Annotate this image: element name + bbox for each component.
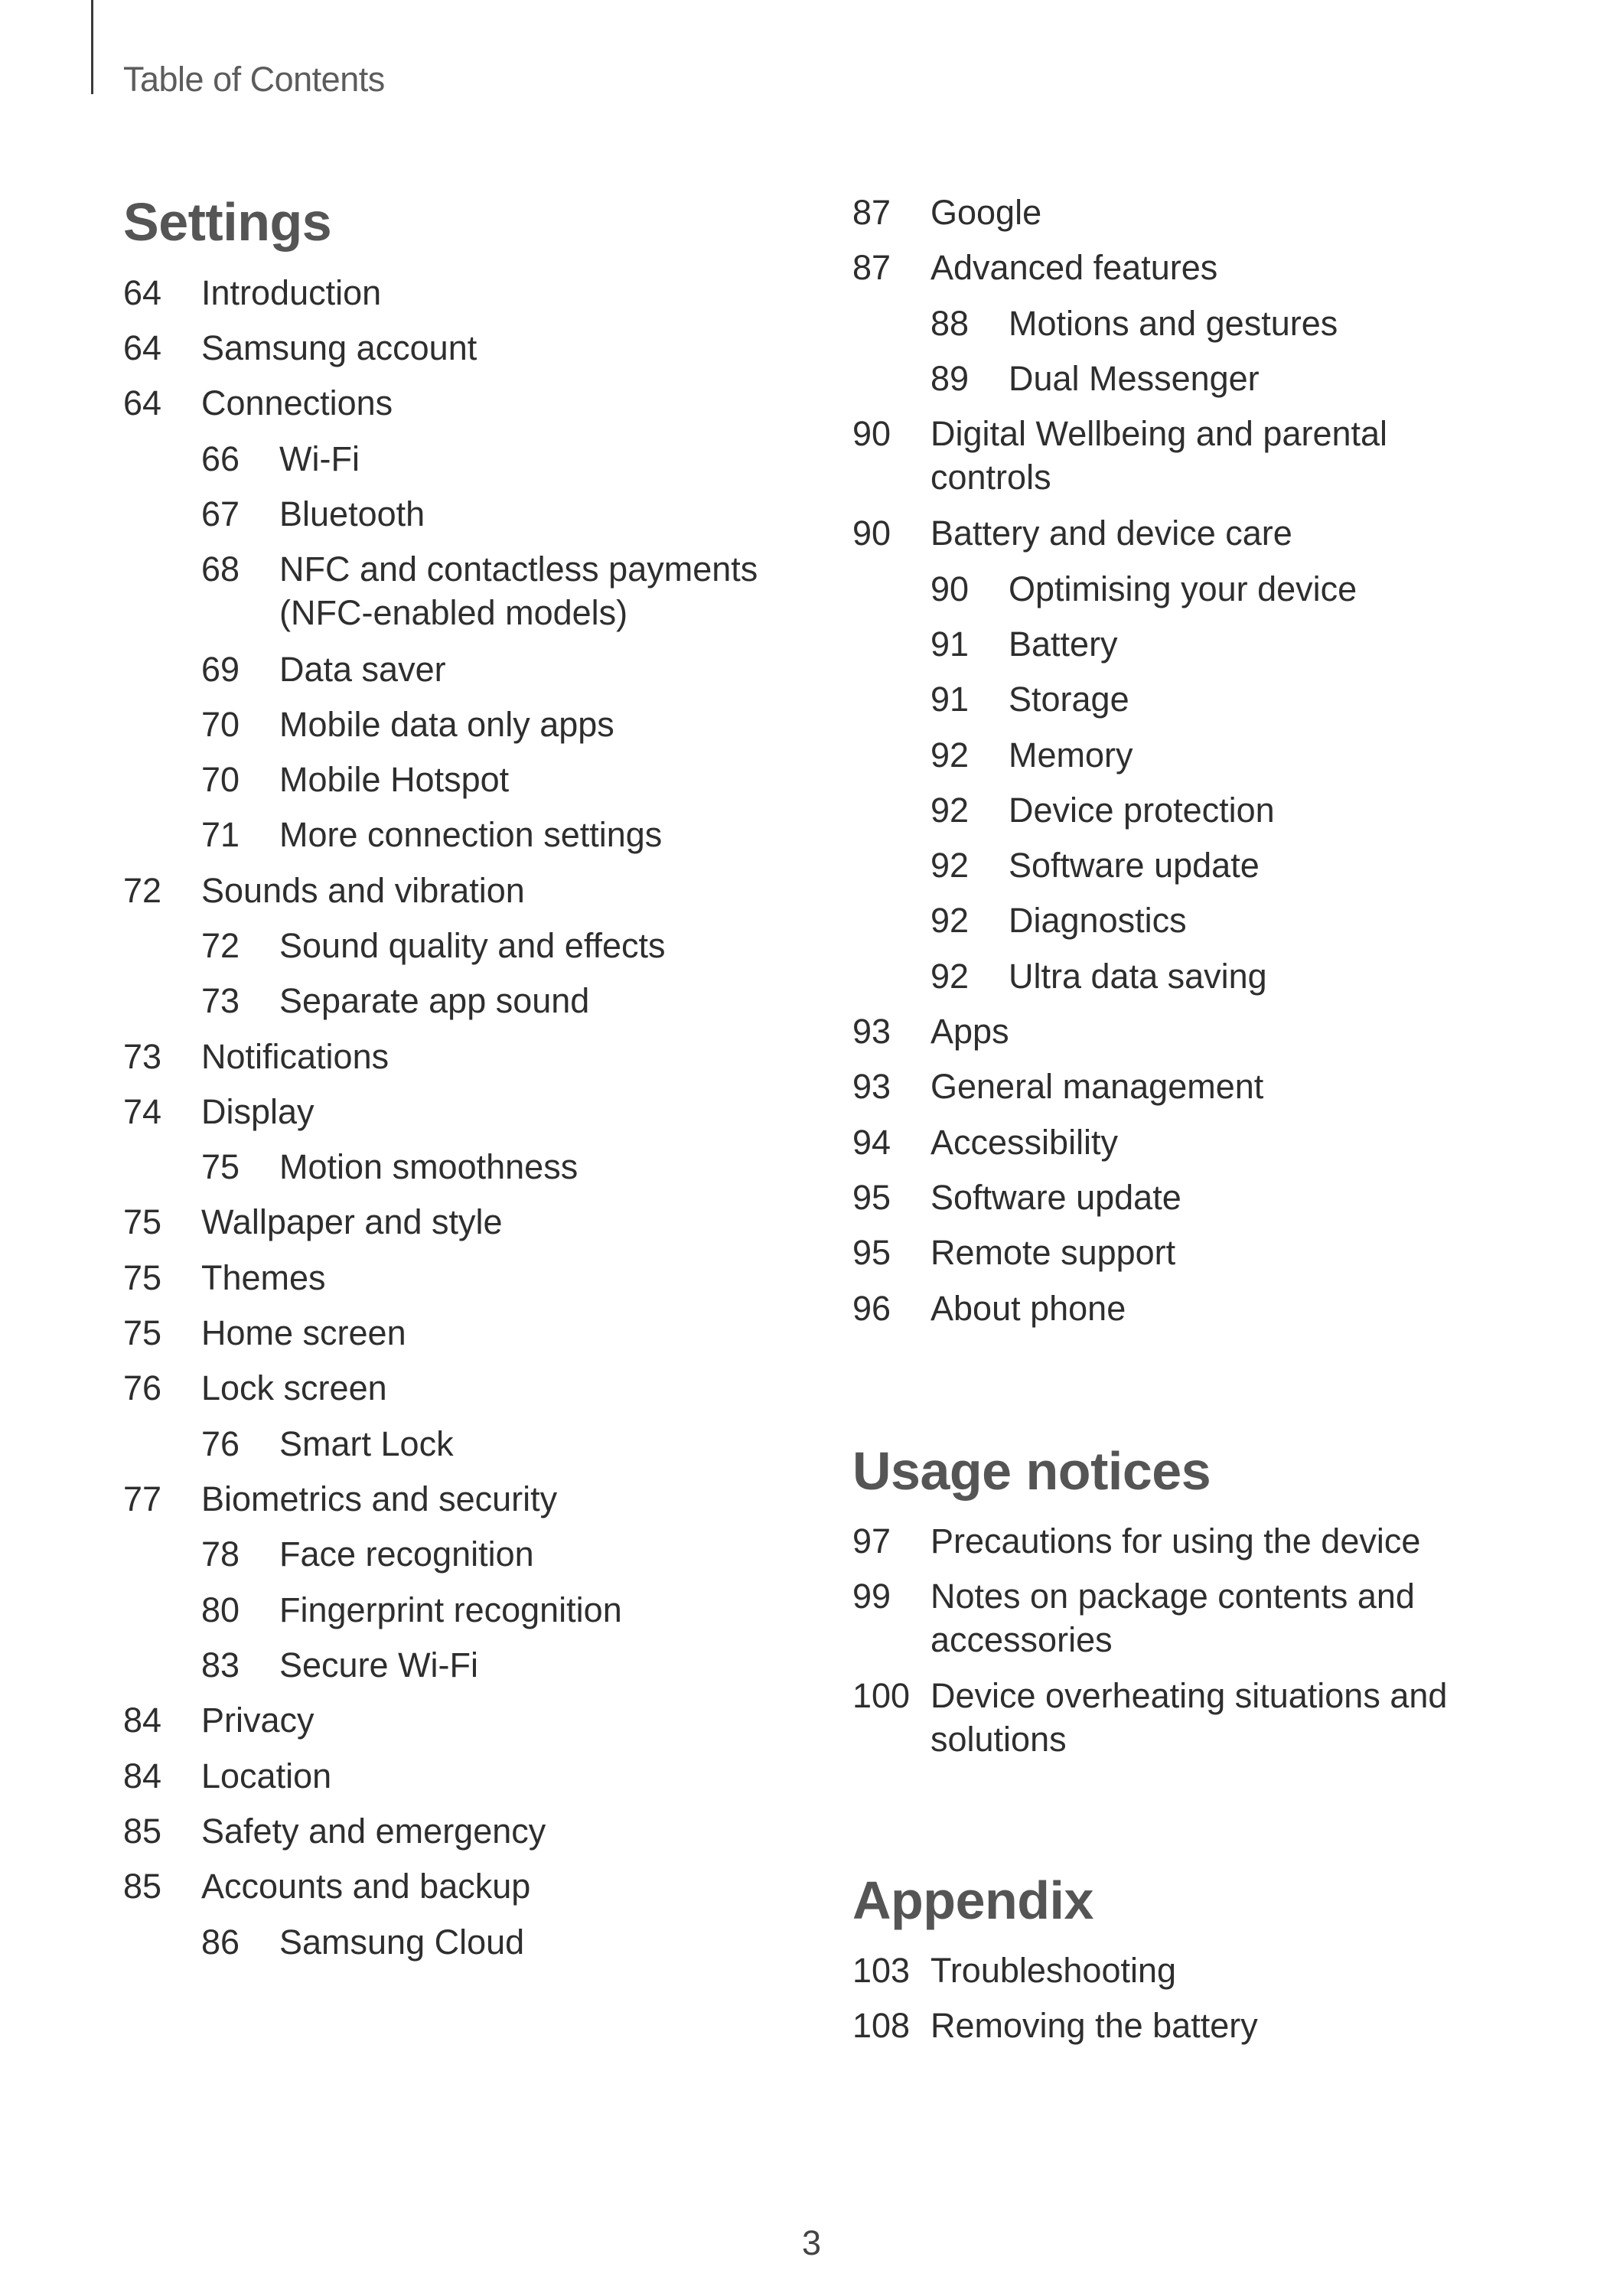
toc-entry-label: Home screen — [201, 1313, 406, 1352]
toc-page-number: 86 — [201, 1923, 240, 1962]
toc-page-number: 66 — [201, 439, 240, 478]
toc-page-number: 95 — [852, 1178, 891, 1217]
toc-page-number: 67 — [201, 494, 240, 533]
toc-entry-label: Display — [201, 1092, 314, 1131]
toc-entry-label: Data saver — [279, 650, 446, 689]
toc-entry-label: Motion smoothness — [279, 1147, 578, 1186]
toc-entry-label: Dual Messenger — [1009, 359, 1260, 398]
toc-entry-label: Smart Lock — [279, 1424, 454, 1463]
toc-page-number: 92 — [930, 735, 970, 775]
toc-page-number: 94 — [852, 1123, 891, 1162]
toc-page-number: 84 — [123, 1701, 162, 1740]
toc-entry-label: Troubleshooting — [930, 1951, 1177, 1990]
toc-page-number: 89 — [930, 359, 970, 398]
toc-entry-label: Notifications — [201, 1037, 389, 1076]
toc-entry-label: Location — [201, 1756, 332, 1795]
toc-page-number: 83 — [201, 1645, 240, 1684]
toc-entry-label: Mobile data only apps — [279, 705, 614, 744]
toc-page-number: 74 — [123, 1092, 162, 1131]
toc-page-number: 85 — [123, 1812, 162, 1851]
toc-page-number: 99 — [852, 1577, 891, 1616]
toc-page-number: 97 — [852, 1521, 891, 1561]
toc-page-number: 70 — [201, 705, 240, 744]
toc-entry-label: About phone — [930, 1289, 1126, 1328]
toc-page-number: 78 — [201, 1534, 240, 1574]
toc-page-number: 90 — [852, 514, 891, 553]
toc-entry-label: General management — [930, 1067, 1264, 1106]
toc-page-number: 92 — [930, 791, 970, 830]
toc-entry-label-line2: solutions — [930, 1720, 1067, 1759]
toc-entry-label: Battery and device care — [930, 514, 1292, 553]
header-title: Table of Contents — [123, 60, 385, 99]
toc-entry-label: Mobile Hotspot — [279, 760, 510, 799]
toc-entry-label: Google — [930, 193, 1042, 232]
toc-entry-label-line2: controls — [930, 458, 1051, 497]
toc-page-number: 84 — [123, 1756, 162, 1795]
toc-entry-label: Fingerprint recognition — [279, 1590, 622, 1629]
toc-entry-label: Notes on package contents and — [930, 1577, 1415, 1616]
toc-entry-label-line2: accessories — [930, 1620, 1113, 1659]
toc-page-number: 92 — [930, 846, 970, 885]
toc-entry-label: Wallpaper and style — [201, 1202, 503, 1241]
toc-entry-label: Diagnostics — [1009, 901, 1187, 940]
toc-page-number: 93 — [852, 1067, 891, 1106]
toc-entry-label-line2: (NFC-enabled models) — [279, 593, 628, 632]
toc-entry-label: Accounts and backup — [201, 1867, 531, 1906]
toc-page-number: 77 — [123, 1479, 162, 1518]
toc-page-number: 80 — [201, 1590, 240, 1629]
toc-page-number: 95 — [852, 1233, 891, 1272]
toc-page-number: 88 — [930, 304, 970, 343]
toc-page-number: 91 — [930, 625, 970, 664]
toc-page-number: 100 — [852, 1676, 911, 1715]
toc-entry-label: Removing the battery — [930, 2006, 1258, 2045]
toc-entry-label: Wi-Fi — [279, 439, 360, 478]
toc-entry-label: Optimising your device — [1009, 569, 1357, 608]
toc-page-number: 64 — [123, 328, 162, 367]
toc-page-number: 64 — [123, 383, 162, 422]
toc-entry-label: Connections — [201, 383, 393, 422]
toc-entry-label: Software update — [930, 1178, 1181, 1217]
section-title-appendix: Appendix — [852, 1870, 1093, 1930]
toc-page-number: 92 — [930, 957, 970, 996]
page-number: 3 — [801, 2223, 822, 2262]
toc-entry-label: Themes — [201, 1258, 326, 1297]
toc-entry-label: Storage — [1009, 680, 1129, 719]
toc-entry-label: Introduction — [201, 273, 382, 312]
toc-page-number: 72 — [201, 926, 240, 965]
toc-page-number: 73 — [201, 981, 240, 1020]
toc-entry-label: Secure Wi-Fi — [279, 1645, 479, 1684]
toc-page-number: 85 — [123, 1867, 162, 1906]
header-rule — [91, 0, 93, 94]
toc-entry-label: Samsung Cloud — [279, 1923, 525, 1962]
toc-entry-label: More connection settings — [279, 815, 663, 854]
toc-entry-label: Safety and emergency — [201, 1812, 546, 1851]
toc-page-number: 93 — [852, 1012, 891, 1051]
toc-page-number: 71 — [201, 815, 240, 854]
toc-page-number: 70 — [201, 760, 240, 799]
toc-entry-label: Advanced features — [930, 248, 1218, 287]
toc-entry-label: Device overheating situations and — [930, 1676, 1448, 1715]
toc-page-number: 90 — [852, 414, 891, 453]
toc-page-number: 96 — [852, 1289, 891, 1328]
toc-entry-label: Ultra data saving — [1009, 957, 1267, 996]
toc-page-number: 75 — [201, 1147, 240, 1186]
toc-page-number: 103 — [852, 1951, 911, 1990]
toc-page-number: 76 — [201, 1424, 240, 1463]
toc-page-number: 87 — [852, 193, 891, 232]
toc-entry-label: Privacy — [201, 1701, 314, 1740]
toc-page-number: 73 — [123, 1037, 162, 1076]
toc-entry-label: Sounds and vibration — [201, 871, 525, 910]
toc-entry-label: Apps — [930, 1012, 1009, 1051]
toc-page-number: 108 — [852, 2006, 911, 2045]
toc-entry-label: Biometrics and security — [201, 1479, 558, 1518]
toc-entry-label: NFC and contactless payments — [279, 550, 758, 589]
toc-page-number: 69 — [201, 650, 240, 689]
toc-entry-label: Device protection — [1009, 791, 1275, 830]
section-title-settings: Settings — [123, 192, 332, 252]
toc-entry-label: Digital Wellbeing and parental — [930, 414, 1388, 453]
toc-entry-label: Motions and gestures — [1009, 304, 1338, 343]
toc-entry-label: Battery — [1009, 625, 1118, 664]
toc-page-number: 87 — [852, 248, 891, 287]
toc-page-number: 75 — [123, 1258, 162, 1297]
toc-entry-label: Sound quality and effects — [279, 926, 666, 965]
toc-page-number: 75 — [123, 1313, 162, 1352]
toc-entry-label: Accessibility — [930, 1123, 1119, 1162]
toc-page-number: 76 — [123, 1368, 162, 1407]
toc-entry-label: Face recognition — [279, 1534, 534, 1574]
toc-entry-label: Software update — [1009, 846, 1260, 885]
toc-page-number: 92 — [930, 901, 970, 940]
toc-entry-label: Samsung account — [201, 328, 477, 367]
toc-entry-label: Remote support — [930, 1233, 1176, 1272]
toc-entry-label: Separate app sound — [279, 981, 590, 1020]
toc-page-number: 90 — [930, 569, 970, 608]
toc-page-number: 91 — [930, 680, 970, 719]
toc-page-number: 68 — [201, 550, 240, 589]
toc-entry-label: Bluetooth — [279, 494, 425, 533]
toc-entry-label: Memory — [1009, 735, 1133, 775]
toc-entry-label: Precautions for using the device — [930, 1521, 1421, 1561]
toc-page-number: 72 — [123, 871, 162, 910]
toc-page-number: 64 — [123, 273, 162, 312]
section-title-usage-notices: Usage notices — [852, 1441, 1211, 1501]
toc-page-number: 75 — [123, 1202, 162, 1241]
toc-entry-label: Lock screen — [201, 1368, 387, 1407]
